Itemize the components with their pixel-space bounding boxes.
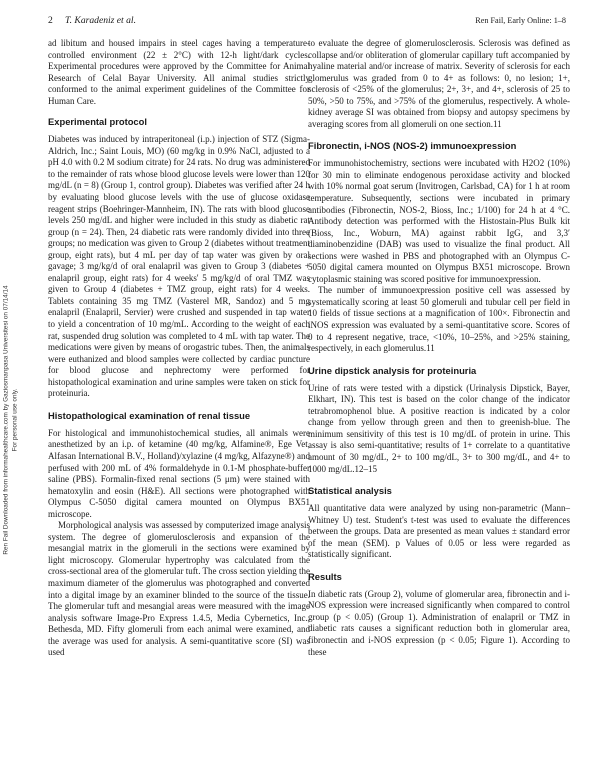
section-heading-urine-dipstick: Urine dipstick analysis for proteinuria <box>308 364 477 376</box>
section-heading-fibronectin-inos: Fibronectin, i-NOS (NOS-2) immunoexpression <box>308 140 517 152</box>
download-watermark <box>0 230 22 610</box>
sclerosis-scoring-paragraph: to evaluate the degree of glomerulosclerosis. Sclerosis was defined as collapse and/or obliteration of glomerular capillary tuft accompanied by hyaline material and/or increase of matrix. Severity of sclerosis for each glomerulus was graded from 0 to 4+ as follows: 0, no lesion; 1+, sclerosis of <25% of the glomerulus; 2+, 3+, and 4+, sclerosis of 25 to 50%, >50 to 75%, and >75% of the glomerulus, respectively. A whole-kidney average SI was obtained from biopsy and autopsy specimens by averaging scores from all glomeruli on one section.11 <box>308 38 570 129</box>
journal-citation: Ren Fail, Early Online: 1–8 <box>475 16 566 25</box>
section-heading-statistical-analysis: Statistical analysis <box>308 485 392 497</box>
section-heading-experimental-protocol: Experimental protocol <box>48 116 147 128</box>
section-heading-histopathological-examination: Histopathological examination of renal tissue <box>48 409 251 421</box>
immunoexpression-scoring-paragraph: The number of immunoexpression positive cell was assessed by systematically scoring at least 50 glomeruli and tubular cell per field in 10 fields of tissue sections at a magnification of 100×. Fibronectin and iNOS expression was evaluated by a semi-quantitative score. Scores of 0 to 4 represent negative, trace, <10%, 10–25%, and >25% staining, respectively, in each glomerulus.11 <box>308 285 570 354</box>
page-number: 2 <box>48 15 53 26</box>
download-watermark-line1: Ren Fail Downloaded from informahealthcare.com by Gaziosmanpasa Universitesi on 07/14/14 <box>2 285 10 555</box>
left-column <box>48 38 310 659</box>
running-authors: T. Karadeniz et al. <box>65 15 136 26</box>
right-column <box>308 38 570 658</box>
immunohistochemistry-paragraph: For immunohistochemistry, sections were incubated with H2O2 (10%) for 30 min to eliminate endogenous peroxidase activity and blocked with 10% normal goat serum (Invitrogen, Carlsbad, CA) for 1 h at room temperature. Subsequently, sections were incubated in primary antibodies (Fibronectin, NOS-2, Bioss, Inc.; 1/100) for 24 h at 4 °C. Antibody detection was performed with the Histostain-Plus Bulk kit (Bioss, Inc., Woburn, MA) against rabbit IgG, and 3,3′ diaminobenzidine (DAB) was used to visualize the final product. All sections were washed in PBS and photographed with an Olympus C-5050 digital camera mounted on Olympus BX51 microscope. Brown cytoplasmic staining was scored positive for immunoexpression. <box>308 158 570 284</box>
results-paragraph: In diabetic rats (Group 2), volume of glomerular area, fibronectin and i-NOS expression were increased significantly when compared to control group (p < 0.05) (Group 1). Administration of enalapril or TMZ in diabetic rats causes a significant reduction both in glomerular area, fibronectin and i-NOS expression (p < 0.05; Figure 1). According to these <box>308 588 570 657</box>
intro-paragraph: ad libitum and housed impairs in steel cages having a temperature-controlled environment (22 ± 2°C) with 12-h light/dark cycles. Experimental procedures were approved by the Committee for Animal Research of Celal Bayar University. All animal studies strictly conformed to the animal experiment guidelines of the Committee for Human Care. <box>48 38 310 106</box>
urine-dipstick-paragraph: Urine of rats were tested with a dipstick (Urinalysis Dipstick, Bayer, Elkhart, IN). This test is based on the color change of the indicator tetrabromophenol blue. A positive reaction is indicated by a color change from yellow through green and then to greenish-blue. The minimum sensitivity of this test is 10 mg/dL of protein in urine. This assay is also semi-quantitative; results of 1+ correlate to a quantitative amount of 30 mg/dL, 2+ to 100 mg/dL, 3+ to 300 mg/dL, and 4+ to 1000 mg/dL.12–15 <box>308 382 570 474</box>
download-watermark-line2: For personal use only. <box>11 388 18 452</box>
running-header <box>48 14 566 28</box>
morphological-analysis-paragraph: Morphological analysis was assessed by computerized image analysis system. The degree of glomerulosclerosis and expansion of the mesangial matrix in the glomeruli in the sections were examined by light microscopy. Glomerular hypertrophy was calculated from the cross-sectional area of the glomerular tuft. The cross section yielding the maximum diameter of the glomerulus was photographed and converted into a digital image by an examiner blinded to the source of the tissue. The glomerular tuft and mesangial areas were measured with the image analysis software Image-Pro Express 1.4.5, Media Cybernetics, Inc., Bethesda, MD. Fifty glomeruli from each animal were examined, and the average was used for analysis. A semi-quantitative score (SI) was used <box>48 520 310 658</box>
experimental-protocol-paragraph: Diabetes was induced by intraperitoneal (i.p.) injection of STZ (Sigma-Aldrich, Inc.; Saint Louis, MO) (60 mg/kg in 0.9% NaCl, adjusted to a pH 4.0 with 0.2 M sodium citrate) for 24 rats. No drug was administered to the remainder of rats whose blood glucose levels were lower than 120 mg/dL (n = 8) (Group 1, control group). Diabetes was verified after 24 h by evaluating blood glucose levels with the use of glucose oxidase reagent strips (Boehringer-Mannheim, IN). The rats with blood glucose levels 250 mg/dL and higher were included in this study as diabetic rat group (n = 24). Then, 24 diabetic rats were randomly divided into three groups; no medication was given to Group 2 (diabetes without treatment group, eight rats), but 4 mL per day of tap water was given by oral gavage; 3 mg/kg/d of oral enalapril was given to Group 3 (diabetes + enalapril group, eight rats) for 4 weeks' 5 mg/kg/d of oral TMZ was given to Group 4 (diabetes + TMZ group, eight rats) for 4 weeks. Tablets containing 35 mg TMZ (Vasterel MR, Sandoz) and 5 mg enalapril (Enalapril, Servier) were crushed and suspended in tap water to yield a concentration of 10 mg/mL. According to the weight of each rat, suspended drug solution was completed to 4 mL with tap water. The medications were given by means of orogastric tubes. Then, the animals were euthanized and blood samples were collected by cardiac puncture for blood glucose and nephrectomy were performed for histopathological examination and urine samples were taken on stick for proteinuria. <box>48 134 310 399</box>
section-heading-results: Results <box>308 570 342 582</box>
histopathology-paragraph: For histological and immunohistochemical studies, all animals were anesthetized by an i.p. of ketamine (40 mg/kg, Alfamine®, Ege Vet, Alfasan International B.V., Holland)/xylazine (4 mg/kg, Alfazyne®) and perfused with 200 mL of 4% formaldehyde in 0.1-M phosphate-buffer saline (PBS). Formalin-fixed renal sections (5 μm) were stained with hematoxylin and eosin (H&E). All sections were photographed with Olympus C-5050 digital camera mounted on Olympus BX51 microscope. <box>48 427 310 519</box>
statistical-analysis-paragraph: All quantitative data were analyzed by using non-parametric (Mann–Whitney U) test. Student's t-test was used to evaluate the differences between the groups. Data are presented as mean values ± standard error of the mean (SEM). p Values of 0.05 or less were regarded as statistically significant. <box>308 503 570 560</box>
